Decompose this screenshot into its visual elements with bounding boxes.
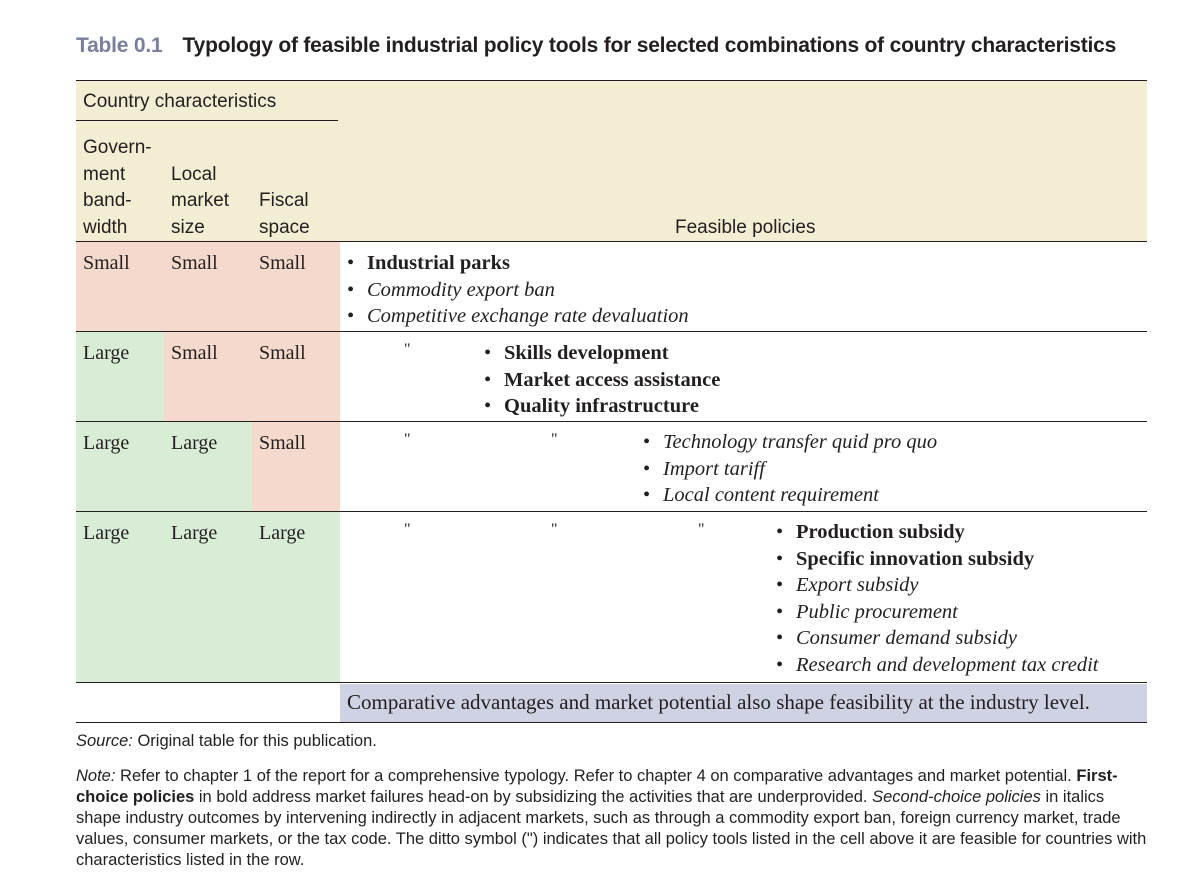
source-text: Original table for this publication.: [137, 732, 377, 750]
table-title-text: Typology of feasible industrial policy tools for selected combinations of country characteristics: [182, 34, 1117, 57]
second-choice-label: Second-choice policies: [872, 788, 1041, 806]
row4-policy-list: [774, 519, 1098, 679]
source-line: [76, 731, 377, 752]
row4-bandwidth: Large: [83, 522, 130, 544]
policy-item: • Quality infrastructure: [482, 393, 720, 420]
policy-item: • Commodity export ban: [345, 277, 689, 304]
policy-item: • Export subsidy: [774, 572, 1098, 599]
row2-bandwidth: Large: [83, 342, 130, 364]
policy-item: • Consumer demand subsidy: [774, 625, 1098, 652]
header-group-rule: [76, 120, 338, 121]
policy-item: • Market access assistance: [482, 367, 720, 394]
first-choice-label: First-choice policies: [76, 767, 1118, 806]
policy-item: • Local content requirement: [641, 482, 937, 509]
row3-bandwidth: Large: [83, 432, 130, 454]
policy-item: • Competitive exchange rate devaluation: [345, 303, 689, 330]
row2-market-size: Small: [171, 342, 218, 364]
row3-policy-list: [641, 429, 937, 509]
row2-fiscal-space: Small: [259, 342, 306, 364]
row-divider: [76, 682, 1147, 683]
header-group-label: Country characteristics: [83, 91, 277, 112]
header-local-market-size: Local market size: [171, 163, 230, 238]
policy-item: • Skills development: [482, 340, 720, 367]
table-title: [76, 34, 1116, 58]
ditto-mark: ": [698, 521, 705, 538]
ditto-mark: ": [551, 521, 558, 538]
row3-fiscal-space: Small: [259, 432, 306, 454]
ditto-mark: ": [551, 431, 558, 448]
row1-market-size: Small: [171, 252, 218, 274]
note-paragraph: Note: Refer to chapter 1 of the report for a comprehensive typology. Refer to chapter 4 on comparative advantages and market potential. First-choice policies in bold address market failures head-on by subsidizing the activities that are underprovided. Second-choice policies in italics shape industry outcomes by intervening indirectly in adjacent markets, such as through a commodity export ban, foreign currency market, trade values, consumer markets, or the tax code. The ditto symbol (") indicates that all policy tools listed in the cell above it are feasible for countries with characteristics listed in the row.: [76, 767, 1147, 869]
row4-market-size: Large: [171, 522, 218, 544]
table-top-rule: [76, 80, 1147, 81]
ditto-mark: ": [404, 431, 411, 448]
table-number: Table 0.1: [76, 34, 163, 57]
row2-policy-list: [482, 340, 720, 420]
policy-item: • Technology transfer quid pro quo: [641, 429, 937, 456]
header-feasible-policies: Feasible policies: [675, 216, 816, 238]
policy-item: • Import tariff: [641, 456, 937, 483]
header-government-bandwidth: Govern- ment band- width: [83, 137, 152, 238]
comparative-advantage-note: [340, 684, 1147, 722]
row3-market-size: Large: [171, 432, 218, 454]
policy-item: • Research and development tax credit: [774, 652, 1098, 679]
policy-item: • Production subsidy: [774, 519, 1098, 546]
ditto-mark: ": [404, 521, 411, 538]
policy-item: • Industrial parks: [345, 250, 689, 277]
header-fiscal-space: Fiscal space: [259, 190, 310, 238]
row4-fiscal-space: Large: [259, 522, 306, 544]
source-label: Source:: [76, 732, 133, 750]
row1-policy-list: [345, 250, 689, 330]
policy-item: • Specific innovation subsidy: [774, 546, 1098, 573]
policy-item: • Public procurement: [774, 599, 1098, 626]
table-bottom-rule: [76, 722, 1147, 723]
ditto-mark: ": [404, 341, 411, 358]
row1-bandwidth: Small: [83, 252, 130, 274]
row1-fiscal-space: Small: [259, 252, 306, 274]
note-label: Note:: [76, 767, 116, 785]
band-note-text: Comparative advantages and market potential also shape feasibility at the industry level.: [347, 690, 1090, 714]
